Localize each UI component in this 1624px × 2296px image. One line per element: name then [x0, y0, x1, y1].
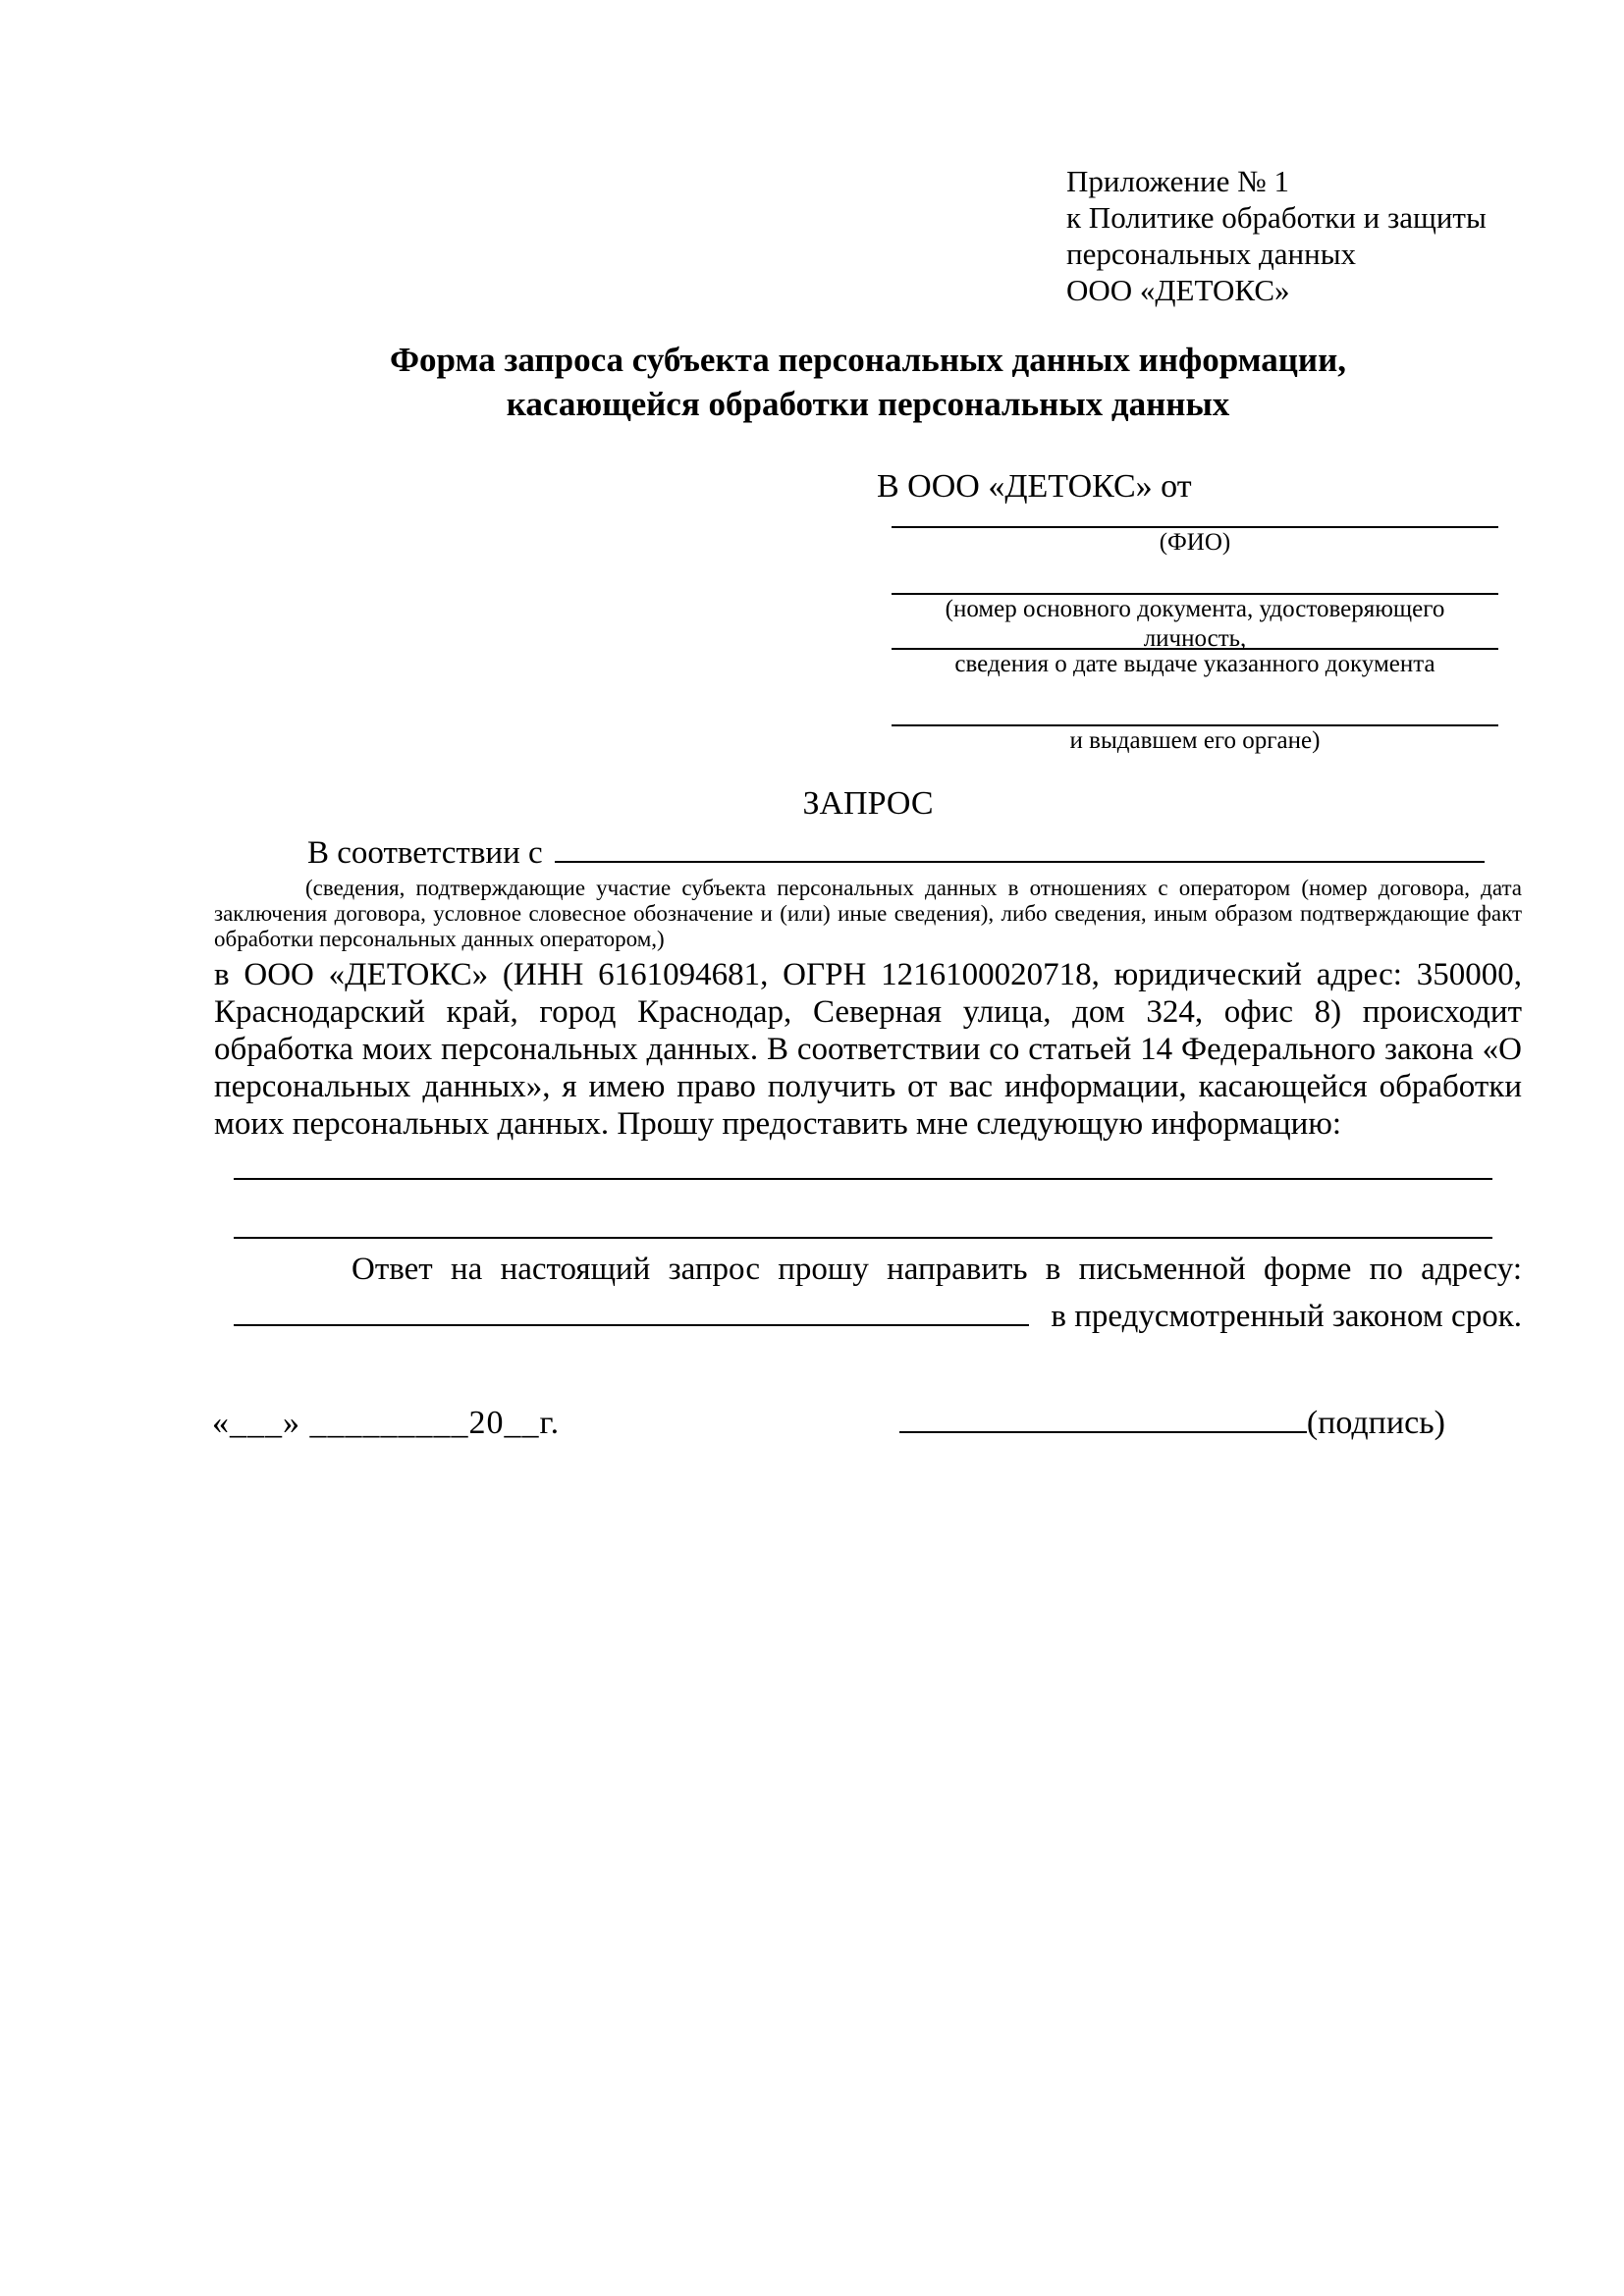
signature-input-line[interactable]: [899, 1431, 1307, 1433]
issuing-authority-field: [892, 679, 1498, 756]
accordance-label: В соответствии с: [307, 835, 543, 871]
form-title: [214, 338, 1522, 426]
fio-caption: (ФИО): [1159, 529, 1231, 556]
appendix-line: к Политике обработки и защиты: [1066, 200, 1487, 235]
accordance-note: (сведения, подтверждающие участие субъекта персональных данных в отношениях с оператором (номер договора, дата заключения договора, условное словесное обозначение и (или) иные сведения), либо сведения, иным образом подтверждающие факт обработки персональных данных оператором,): [214, 876, 1522, 951]
body-paragraph: в ООО «ДЕТОКС» (ИНН 6161094681, ОГРН 1216100020718, юридический адрес: 350000, Краснодарский край, город Краснодар, Северная улица, дом 324, офис 8) происходит обработка моих персональных данных. В соответствии со статьей 14 Федерального закона «О персональных данных», я имею право получить от вас информации, касающейся обработки моих персональных данных. Прошу предоставить мне следующую информацию:: [214, 957, 1522, 1142]
signature-caption: (подпись): [1306, 1405, 1445, 1441]
document-content: [214, 0, 1522, 1445]
document-number-input-line[interactable]: [892, 558, 1498, 595]
date-line[interactable]: «___» _________20__г.: [212, 1405, 561, 1441]
addressee-line: В ООО «ДЕТОКС» от: [877, 468, 1192, 505]
fio-field: [892, 507, 1498, 558]
address-input-line[interactable]: [234, 1324, 1029, 1326]
issue-date-caption: сведения о дате выдаче указанного документа: [954, 651, 1435, 677]
document-number-caption: (номер основного документа, удостоверяющего личность,: [945, 596, 1445, 652]
appendix-line: персональных данных: [1066, 237, 1357, 271]
accordance-input-line[interactable]: [555, 861, 1485, 863]
date-signature-row: [214, 1402, 1522, 1445]
reply-suffix: в предусмотренный законом срок.: [1051, 1299, 1522, 1334]
address-row: [214, 1294, 1522, 1339]
issuing-authority-caption: и выдавшем его органе): [1069, 727, 1321, 754]
form-title-line: Форма запроса субъекта персональных данных информации,: [389, 341, 1347, 379]
requested-info-input-line-1[interactable]: [234, 1143, 1492, 1180]
issuing-authority-input-line[interactable]: [892, 679, 1498, 726]
document-number-field: [892, 558, 1498, 652]
form-title-line: касающейся обработки персональных данных: [506, 385, 1230, 423]
appendix-line: ООО «ДЕТОКС»: [1066, 273, 1290, 307]
fio-input-line[interactable]: [892, 507, 1498, 528]
requested-info-input-line-2[interactable]: [234, 1180, 1492, 1239]
accordance-row: [214, 832, 1522, 874]
appendix-line: Приложение № 1: [1066, 164, 1289, 198]
reply-sentence: Ответ на настоящий запрос прошу направить в письменной форме по адресу:: [352, 1252, 1522, 1287]
request-heading: ЗАПРОС: [802, 785, 934, 822]
appendix-block: [1066, 163, 1522, 308]
signature-group: [899, 1402, 1445, 1445]
